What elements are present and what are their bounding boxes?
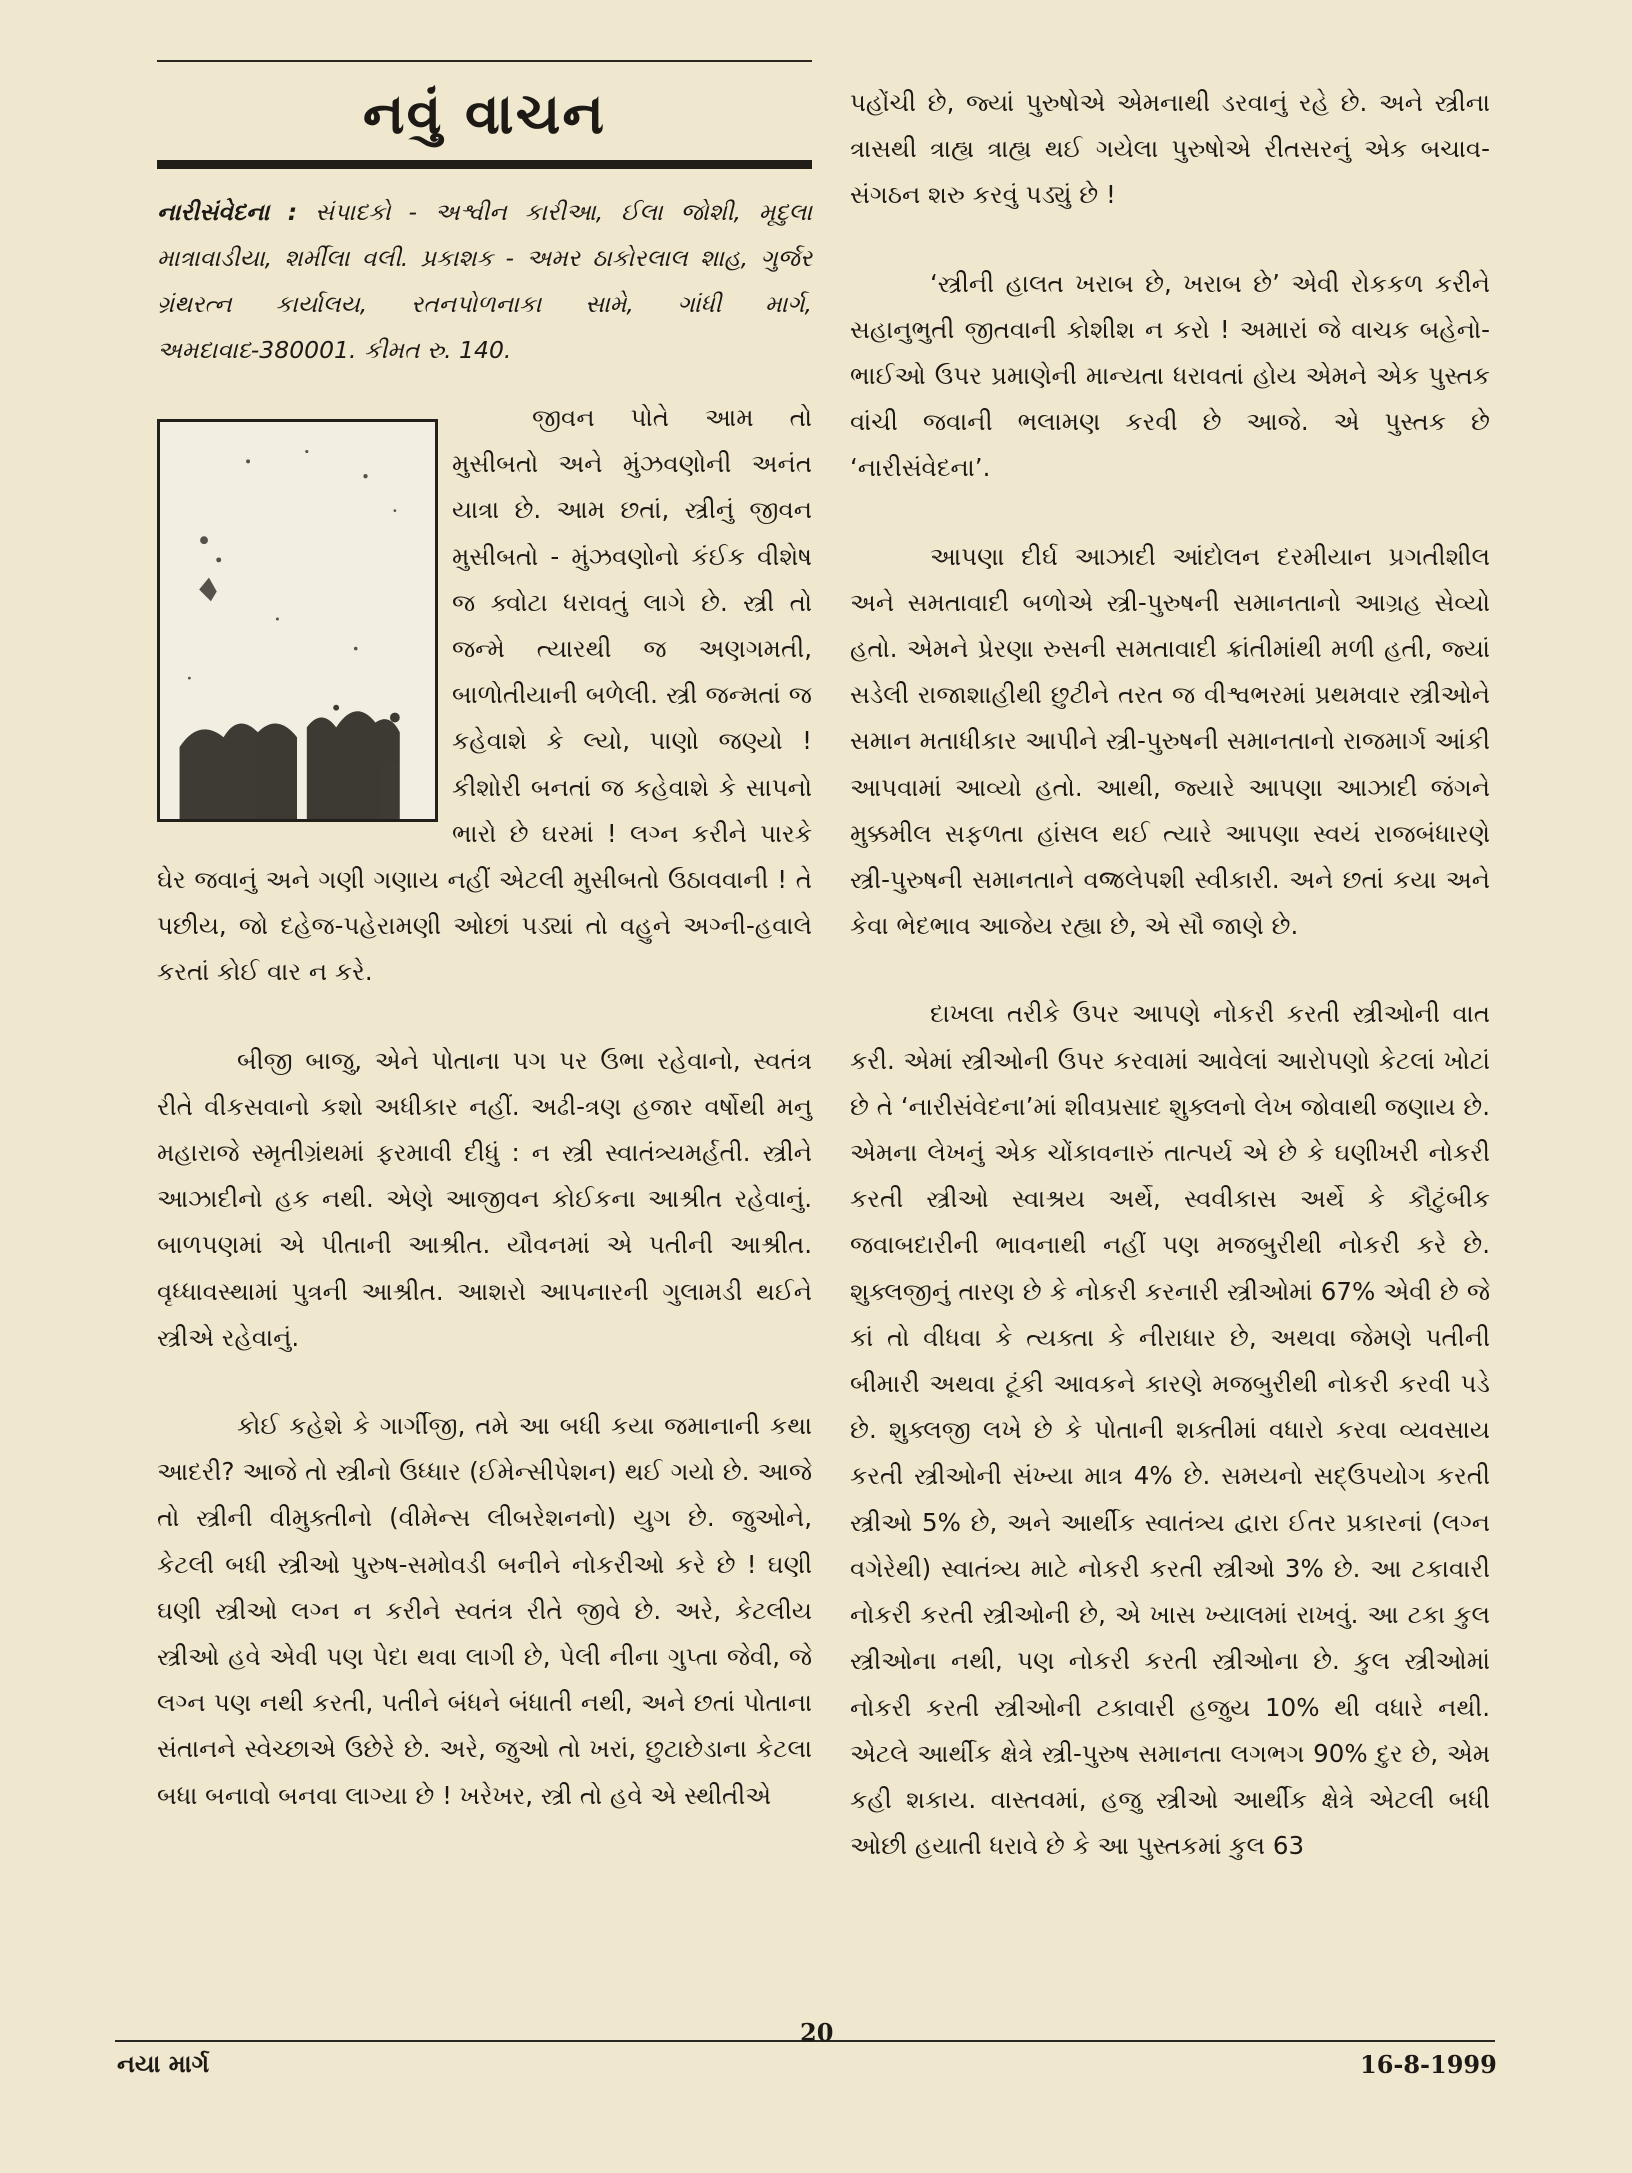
right-paragraph-2: ‘સ્ત્રીની હાલત ખરાબ છે, ખરાબ છે’ એવી રોકકળ કરીને સહાનુભુતી જીતવાની કોશીશ ન કરો ! અમારાં જે વાચક બહેનો-ભાઈઓ ઉપર પ્રમાણેની માન્યતા ધરાવતાં હોય એમને એક પુસ્તક વાંચી જવાની ભલામણ કરવી છે આજે. એ પુસ્તક છે ‘નારીસંવેદના’. <box>850 268 1490 483</box>
article-body-left <box>157 395 812 1819</box>
publication-name: નયા માર્ગ <box>117 2050 210 2078</box>
column-heading: નવું વાચન <box>362 82 607 147</box>
right-paragraph-1: પહોંચી છે, જ્યાં પુરુષોએ એમનાથી ડરવાનું રહે છે. અને સ્ત્રીના ત્રાસથી ત્રાહ્ય ત્રાહ્ય થઈ ગયેલા પુરુષોએ રીતસરનું એક બચાવ-સંગઠન શરુ કરવું પડ્યું છે ! <box>850 88 1490 210</box>
left-paragraph-1: જીવન પોતે આમ તો મુસીબતો અને મુંઝવણોની અનંત યાત્રા છે. આમ છતાં, સ્ત્રીનું જીવન મુસીબતો - મુંઝવણોનો કંઈક વીશેષ જ ક્વોટા ધરાવતું લાગે છે. સ્ત્રી તો જન્મે ત્યારથી જ અણગમતી, બાળોતીયાની બળેલી. સ્ત્રી જન્મતાં જ કહેવાશે કે લ્યો, પાણો જણ્યો ! કીશોરી બનતાં જ કહેવાશે કે સાપનો ભારો છે ઘરમાં ! લગ્ન કરીને પારકે ઘેર જવાનું અને ગણી ગણાય નહીં એટલી મુસીબતો ઉઠાવવાની ! તે પછીય, જો દહેજ-પહેરામણી ઓછાં પડ્યાં તો વહુને અગ્ની-હવાલે કરતાં કોઈ વાર ન કરે. <box>157 403 812 987</box>
top-rule <box>157 60 812 62</box>
left-paragraph-3: કોઈ કહેશે કે ગાર્ગીજી, તમે આ બધી કયા જમાનાની કથા આદરી? આજે તો સ્ત્રીનો ઉધ્ધાર (ઈમેન્સીપેશન) થઈ ગયો છે. આજે તો સ્ત્રીની વીમુક્તીનો (વીમેન્સ લીબરેશનનો) યુગ છે. જુઓને, કેટલી બધી સ્ત્રીઓ પુરુષ-સમોવડી બનીને નોકરીઓ કરે છે ! ઘણી ઘણી સ્ત્રીઓ લગ્ન ન કરીને સ્વતંત્ર રીતે જીવે છે. અરે, કેટલીય સ્ત્રીઓ હવે એવી પણ પેદા થવા લાગી છે, પેલી નીના ગુપ્તા જેવી, જે લગ્ન પણ નથી કરતી, પતીને બંધને બંધાતી નથી, અને છતાં પોતાના સંતાનને સ્વેચ્છાએ ઉછેરે છે. અરે, જુઓ તો ખરાં, છુટાછેડાના કેટલા બધા બનાવો બનવા લાગ્યા છે ! ખરેખર, સ્ત્રી તો હવે એ સ્થીતીએ <box>157 1411 812 1810</box>
left-column <box>157 60 812 1819</box>
page-number: 20 <box>800 2018 834 2047</box>
book-publication-info: સંપાદકો - અશ્વીન કારીઆ, ઈલા જોશી, મૃદુલા માત્રાવાડીયા, શર્મીલા વલી. પ્રકાશક - અમર ઠાકોરલાલ શાહ, ગુર્જર ગ્રંથરત્ન કાર્યાલય, રતનપોળનાકા સામે, ગાંધી માર્ગ, અમદાવાદ-380001. કીમત રુ. 140. <box>157 198 812 364</box>
issue-date: 16-8-1999 <box>1360 2050 1497 2079</box>
right-paragraph-4: દાખલા તરીકે ઉપર આપણે નોકરી કરતી સ્ત્રીઓની વાત કરી. એમાં સ્ત્રીઓની ઉપર કરવામાં આવેલાં આરોપણો કેટલાં ખોટાં છે તે ‘નારીસંવેદના’માં શીવપ્રસાદ શુક્લનો લેખ જોવાથી જણાય છે. એમના લેખનું એક ચોંકાવનારું તાત્પર્ય એ છે કે ઘણીખરી નોકરી કરતી સ્ત્રીઓ સ્વાશ્રય અર્થે, સ્વવીકાસ અર્થે કે કૌટુંબીક જવાબદારીની ભાવનાથી નહીં પણ મજબુરીથી નોકરી કરે છે. શુક્લજીનું તારણ છે કે નોકરી કરનારી સ્ત્રીઓમાં 67% એવી છે જે કાં તો વીધવા કે ત્યક્તા કે નીરાધાર છે, અથવા જેમણે પતીની બીમારી અથવા ટૂંકી આવકને કારણે મજબુરીથી નોકરી કરવી પડે છે. શુક્લજી લખે છે કે પોતાની શક્તીમાં વધારો કરવા વ્યવસાય કરતી સ્ત્રીઓની સંખ્યા માત્ર 4% છે. સમયનો સદ્ઉપયોગ કરતી સ્ત્રીઓ 5% છે, અને આર્થીક સ્વાતંત્ર્ય દ્વારા ઈતર પ્રકારનાં (લગ્ન વગેરેથી) સ્વાતંત્ર્ય માટે નોકરી કરતી સ્ત્રીઓ 3% છે. આ ટકાવારી નોકરી કરતી સ્ત્રીઓની છે, એ ખાસ ખ્યાલમાં રાખવું. આ ટકા કુલ સ્ત્રીઓના નથી, પણ નોકરી કરતી સ્ત્રીઓના છે. કુલ સ્ત્રીઓમાં નોકરી કરતી સ્ત્રીઓની ટકાવારી હજુય 10% થી વધારે નથી. એટલે આર્થીક ક્ષેત્રે સ્ત્રી-પુરુષ સમાનતા લગભગ 90% દુર છે, એમ કહી શકાય. વાસ્તવમાં, હજુ સ્ત્રીઓ આર્થીક ક્ષેત્રે એટલી બધી ઓછી હયાતી ધરાવે છે કે આ પુસ્તકમાં કુલ 63 <box>850 999 1490 1861</box>
left-paragraph-2: બીજી બાજુ, એને પોતાના પગ પર ઉભા રહેવાનો, સ્વતંત્ર રીતે વીકસવાનો કશો અધીકાર નહીં. અઢી-ત્રણ હજાર વર્ષોથી મનુ મહારાજે સ્મૃતીગ્રંથમાં ફરમાવી દીધું : ન સ્ત્રી સ્વાતંત્ર્યમર્હતી. સ્ત્રીને આઝાદીનો હક નથી. એણે આજીવન કોઈકના આશ્રીત રહેવાનું. બાળપણમાં એ પીતાની આશ્રીત. યૌવનમાં એ પતીની આશ્રીત. વૃધ્ધાવસ્થામાં પુત્રની આશ્રીત. આશરો આપનારની ગુલામડી થઈને સ્ત્રીએ રહેવાનું. <box>157 1045 812 1352</box>
right-column <box>850 80 1490 1869</box>
book-title: નારીસંવેદના : <box>157 198 298 226</box>
book-cover-image <box>157 419 438 822</box>
book-cover-illustration <box>160 422 435 819</box>
right-paragraph-3: આપણા દીર્ઘ આઝાદી આંદોલન દરમીયાન પ્રગતીશીલ અને સમતાવાદી બળોએ સ્ત્રી-પુરુષની સમાનતાનો આગ્રહ સેવ્યો હતો. એમને પ્રેરણા રુસની સમતાવાદી ક્રાંતીમાંથી મળી હતી, જ્યાં સડેલી રાજાશાહીથી છુટીને તરત જ વીશ્વભરમાં પ્રથમવાર સ્ત્રીઓને સમાન મતાધીકાર આપીને સ્ત્રી-પુરુષની સમાનતાનો રાજમાર્ગ આંકી આપવામાં આવ્યો હતો. આથી, જ્યારે આપણા આઝાદી જંગને મુક્કમીલ સફળતા હાંસલ થઈ ત્યારે આપણા સ્વયં રાજબંધારણે સ્ત્રી-પુરુષની સમાનતાને વજ્રલેપશી સ્વીકારી. અને છતાં કયા અને કેવા ભેદભાવ આજેય રહ્યા છે, એ સૌ જાણે છે. <box>850 541 1490 941</box>
book-details <box>157 189 812 373</box>
heading-rule <box>157 160 812 169</box>
